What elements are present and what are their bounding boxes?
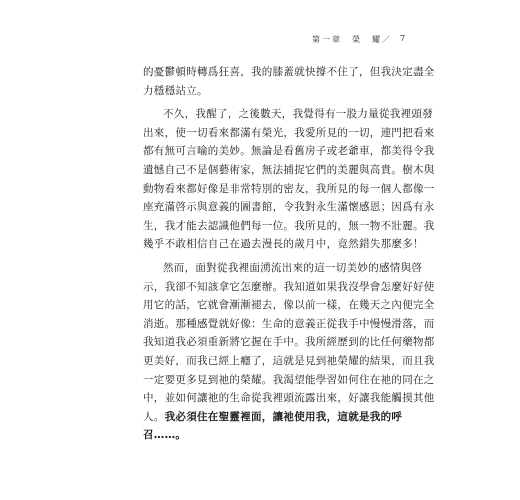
text-span-bold: 我必須住在聖靈裡面，讓祂使用我，這就是我的呼 [164,410,403,423]
text-line: 消逝。那種感覺就好像：生命的意義正從我手中慢慢滑落，而 [143,317,435,330]
text-line: 一定要更多見到祂的榮耀。我渴望能學習如何住在祂的同在之 [143,373,435,386]
text-line: 示，我卻不知該拿它怎麼辦。我知道如果我沒學會怎麼好好使 [143,280,435,293]
text-line: 生，我才能去認識他們每一位。我所見的，無一物不壯麗。我 [143,219,435,232]
body-text [143,63,435,445]
text-line: 座充滿啓示與意義的圖書館，令我對永生滿懷感恩；因爲有永 [143,201,435,214]
running-head-title: 第一章 榮 耀／ [312,35,392,44]
text-line: 然而，面對從我裡面湧流出來的這一切美妙的感情與啓 [163,261,423,274]
text-line-mixed [143,408,403,427]
text-line-bold: 召……。 [143,429,187,442]
text-line: 都有無可言喻的美妙。無論是看舊房子或老爺車，都美得令我 [143,145,435,158]
text-line: 的憂鬱頓時轉爲狂喜，我的膝蓋就快撐不住了，但我決定盡全 [143,66,435,78]
page-number: 7 [400,34,406,43]
text-span-normal: 人。 [143,410,165,423]
text-line: 中，並如何讓祂的生命從我裡頭流露出來，好讓我能觸摸其他 [143,392,435,405]
text-line: 用它的話，它就會漸漸褪去，像以前一樣，在幾天之內便完全 [143,299,435,312]
text-line: 我知道我必須重新將它握在手中。我所經歷到的比任何藥物都 [143,336,435,349]
text-line: 幾乎不敢相信自己在過去漫長的歲月中，竟然錯失那麼多！ [143,238,424,251]
text-line: 不久，我醒了，之後數天，我覺得有一股力量從我裡頭發 [163,108,433,121]
text-line: 遺憾自己不是個藝術家，無法捕捉它們的美麗與高貴。樹木與 [143,163,435,176]
text-line: 力穩穩站立。 [143,84,208,97]
text-line: 動物看來都好像是非常特別的密友，我所見的每一個人都像一 [143,182,435,195]
text-line: 出來，使一切看來都滿有榮光，我愛所見的一切，連門把看來 [143,126,435,139]
text-line: 更美好，而我已經上癮了，這就是見到祂榮耀的結果，而且我 [143,354,435,367]
